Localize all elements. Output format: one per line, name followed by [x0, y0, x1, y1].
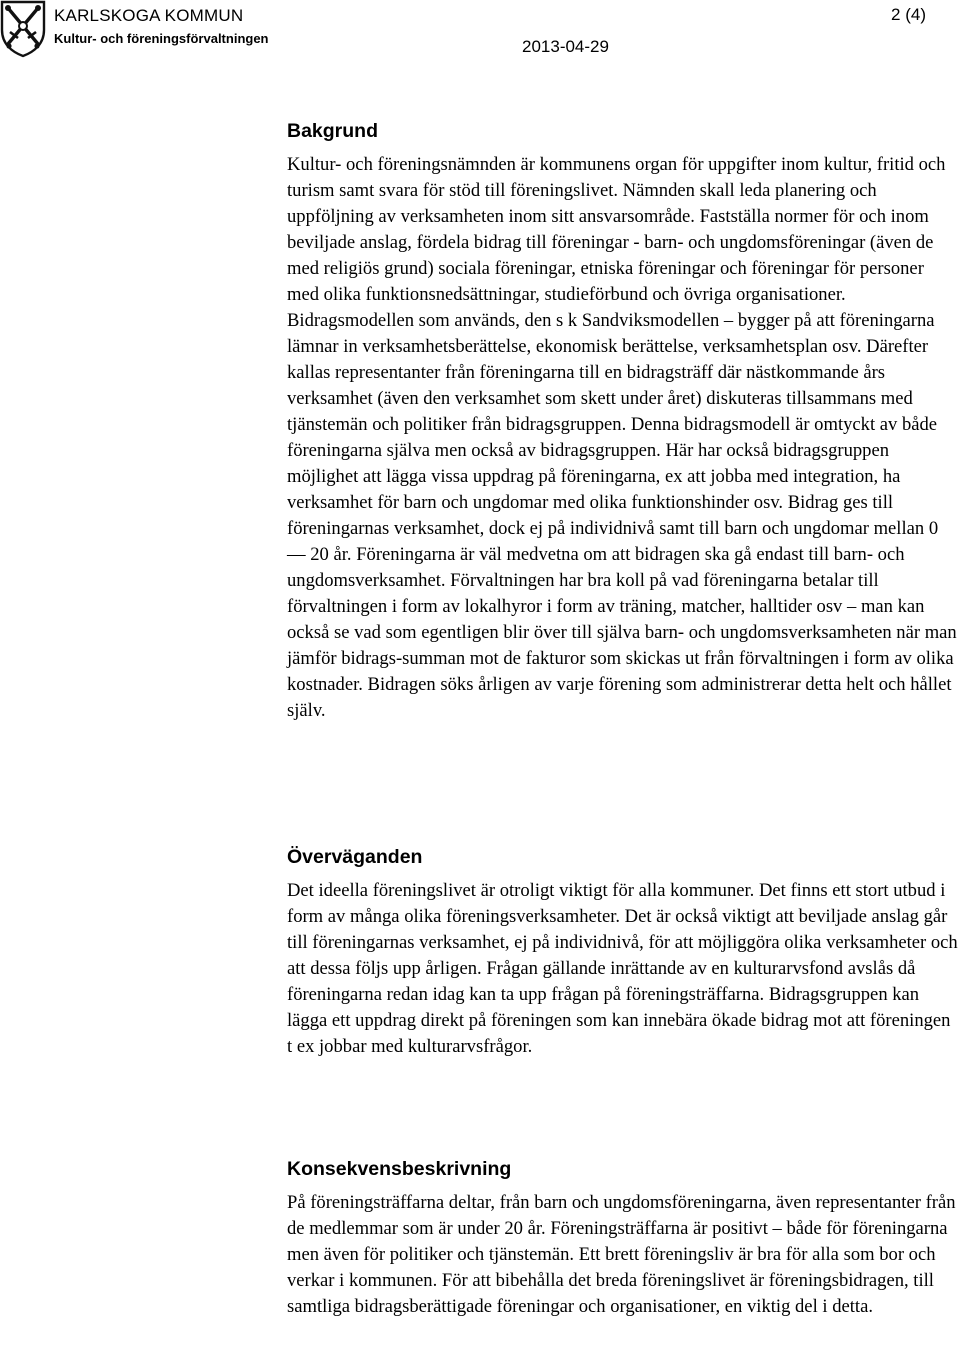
section-body: Kultur- och föreningsnämnden är kommunens organ för uppgifter inom kultur, fritid och turism samt svara för stöd till föreningslivet. Nämnden skall leda planering och uppföljning av verksamheten inom sitt ansvarsområde. Fastställa normer för och inom beviljade anslag, fördela bidrag till föreningar - barn- och ungdomsföreningar (även de med religiös grund) sociala föreningar, etniska föreningar och föreningar för personer med olika funktionsnedsättningar, studieförbund och övriga organisationer. Bidragsmodellen som används, den s k Sandviksmodellen – bygger på att föreningarna lämnar in verksamhetsberättelse, ekonomisk berättelse, verksamhetsplan osv. Därefter kallas representanter från föreningarna till en bidragsträff där nästkommande års verksamhet (även den verksamhet som skett under året) diskuteras tillsammans med tjänstemän och politiker från bidragsgruppen. Denna bidragsmodell är omtyckt av både föreningarna själva men också av bidragsgruppen. Här har också bidragsgruppen möjlighet att lägga vissa uppdrag på föreningarna, ex att jobba med integration, ha verksamhet för barn och ungdomar med olika funktionshinder osv. Bidrag ges till föreningarnas verksamhet, dock ej på individnivå samt till barn och ungdomar mellan 0 — 20 år. Föreningarna är väl medvetna om att bidragen ska gå endast till barn- och ungdomsverksamhet. Förvaltningen har bra koll på vad föreningarna betalar till förvaltningen i form av lokalhyror i form av träning, matcher, halltider osv – man kan också se vad som egentligen blir över till själva barn- och ungdomsverksamheten när man jämför bidrags-summan mot de fakturor som skickas ut från förvaltningen i form av olika kostnader. Bidragen söks årligen av varje förening som administrerar detta helt och hållet själv.	[287, 154, 957, 721]
karlskoga-coat-of-arms-icon	[0, 0, 46, 58]
department-name: Kultur- och föreningsförvaltningen	[54, 31, 269, 46]
section-heading: Bakgrund	[287, 120, 379, 142]
section-body: Det ideella föreningslivet är otroligt viktigt för alla kommuner. Det finns ett stort utbud i form av många olika föreningsverksamheter. Det är också viktigt att beviljade anslag går till föreningarnas verksamhet, ej på individnivå, för att möjliggöra olika verksamheter och att dessa följs upp årligen. Frågan gällande inrättande av en kulturarvsfond avslås då föreningarna redan idag kan ta upp frågan på föreningsträffarna. Bidragsgruppen kan lägga ett uppdrag direkt på föreningen som kan innebära ökade bidrag mot att föreningen t ex jobbar med kulturarvsfrågor.	[287, 880, 958, 1057]
section-heading: Överväganden	[287, 846, 423, 868]
document-date: 2013-04-29	[522, 37, 609, 56]
page-number: 2 (4)	[891, 5, 926, 24]
section-bakgrund	[287, 118, 959, 724]
section-konsekvensbeskrivning	[287, 1156, 959, 1320]
organization-name: KARLSKOGA KOMMUN	[54, 6, 244, 25]
page-header	[0, 0, 960, 80]
section-body: På föreningsträffarna deltar, från barn och ungdomsföreningarna, även representanter från de medlemmar som är under 20 år. Föreningsträffarna är positivt – både för föreningarna men även för politiker och tjänstemän. Ett brett föreningsliv är bra för alla som bor och verkar i kommunen. För att bibehålla det breda föreningslivet är föreningsbidragen, till samtliga bidragsberättigade föreningar och organisationer, en viktig del i detta.	[287, 1192, 956, 1317]
section-heading: Konsekvensbeskrivning	[287, 1158, 512, 1180]
section-overvaganden	[287, 844, 959, 1060]
